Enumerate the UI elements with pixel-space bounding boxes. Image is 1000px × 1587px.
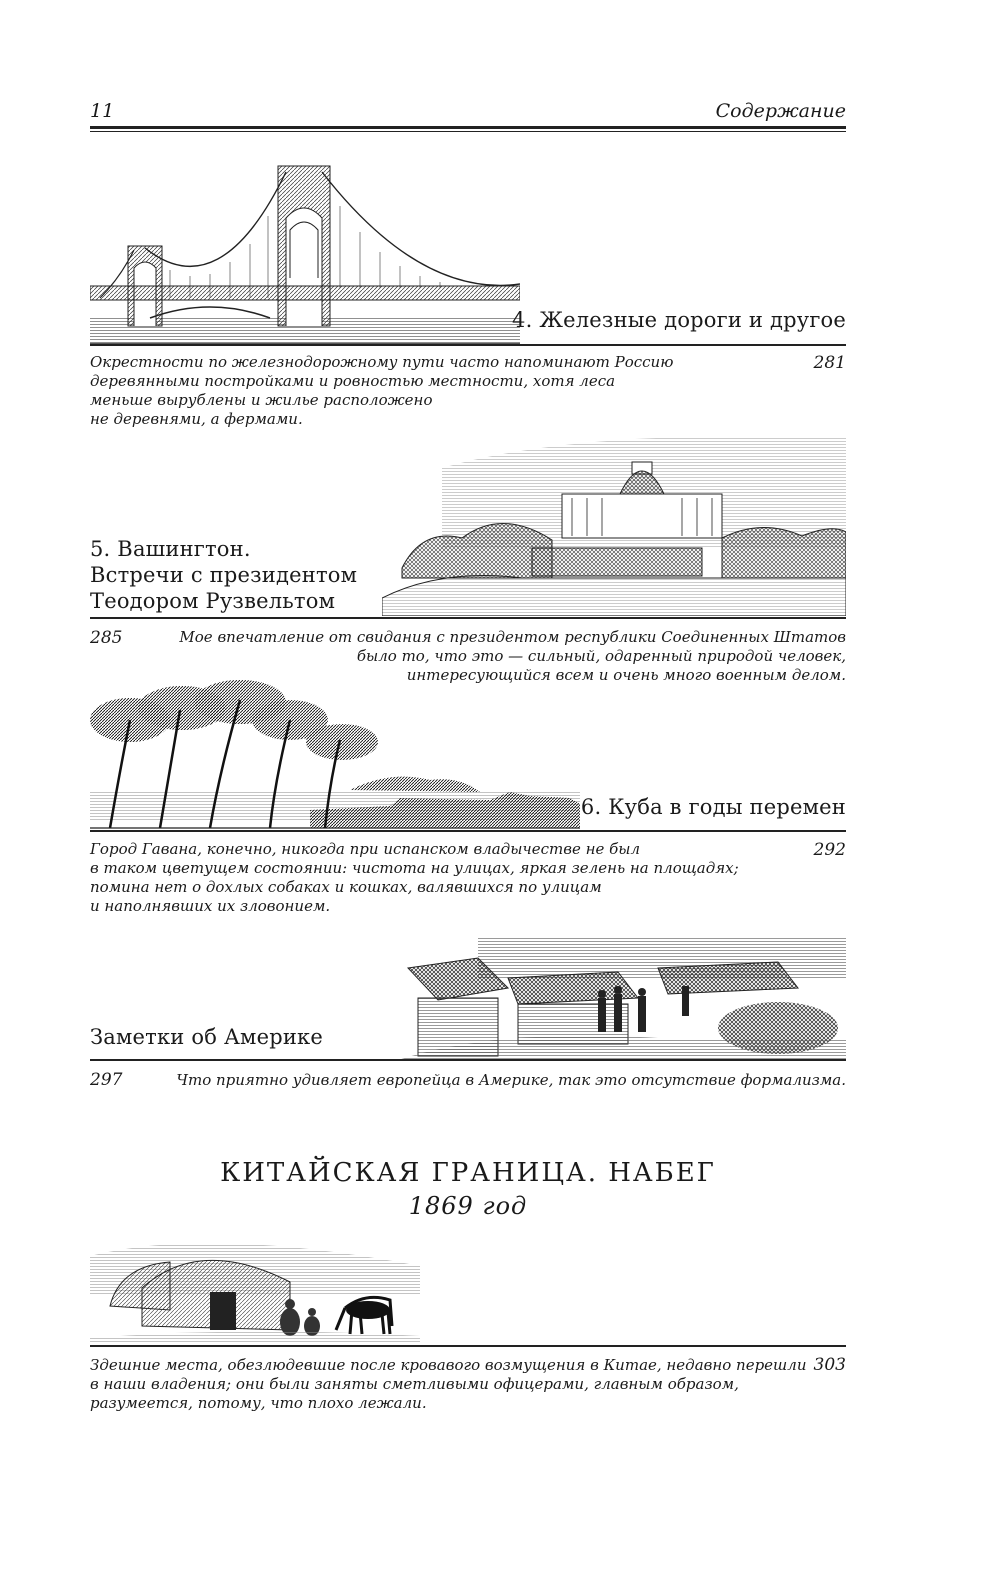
- notes-america-page: 297: [90, 1070, 123, 1090]
- header-rule: [90, 126, 846, 129]
- part-rule: [90, 1345, 846, 1347]
- part-page: 303: [813, 1355, 846, 1375]
- chapter-5-page: 285: [90, 628, 123, 648]
- notes-america-rule: [90, 1059, 846, 1061]
- bridge-engraving: [90, 158, 520, 348]
- chapter-6-title: 6. Куба в годы перемен: [580, 795, 846, 819]
- chapter-6-rule: [90, 830, 846, 832]
- chapter-4-rule: [90, 344, 846, 346]
- town-engraving: [398, 928, 846, 1060]
- capitol-engraving: [382, 428, 846, 616]
- chapter-5-excerpt: Мое впечатление от свидания с президентом республики Соединенных Штатов было то, что это — сильный, одаренный природой человек, интересующийся всем и очень много военным делом.: [179, 628, 846, 684]
- part-year: 1869 год: [408, 1192, 528, 1220]
- notes-america-title: Заметки об Америке: [90, 1025, 324, 1049]
- chapter-4-excerpt: Окрестности по железнодорожному пути часто напоминают Россию деревянными постройками и ровностью местности, хотя леса меньше вырублены и жилье расположено не деревнями, а фермами.: [90, 353, 674, 428]
- chapter-5-rule: [90, 617, 846, 619]
- header-rule-thin: [90, 131, 846, 132]
- notes-america-excerpt: Что приятно удивляет европейца в Америке, так это отсутствие формализма.: [176, 1071, 846, 1089]
- running-header-title: Содержание: [715, 100, 846, 122]
- part-title: КИТАЙСКАЯ ГРАНИЦА. НАБЕГ: [220, 1158, 716, 1188]
- part-excerpt: Здешние места, обезлюдевшие после кровавого возмущения в Китае, недавно перешли в наши владения; они были заняты сметливыми офицерами, главным образом, разумеется, потому, что плохо лежали.: [90, 1356, 807, 1412]
- chapter-5-title: 5. Вашингтон. Встречи с президентом Теодором Рузвельтом: [90, 537, 358, 613]
- chapter-6-page: 292: [813, 840, 846, 860]
- yurt-engraving: [90, 1226, 420, 1344]
- page-number: 11: [90, 100, 115, 122]
- palms-engraving: [90, 680, 580, 830]
- chapter-6-excerpt: Город Гавана, конечно, никогда при испанском владычестве не был в таком цветущем состоянии: чистота на улицах, яркая зелень на площадях; помина нет о дохлых собаках и кошках, валявшихся по улицам и наполнявших их зловонием.: [90, 840, 739, 915]
- chapter-4-page: 281: [813, 353, 846, 373]
- chapter-4-title: 4. Железные дороги и другое: [512, 308, 846, 332]
